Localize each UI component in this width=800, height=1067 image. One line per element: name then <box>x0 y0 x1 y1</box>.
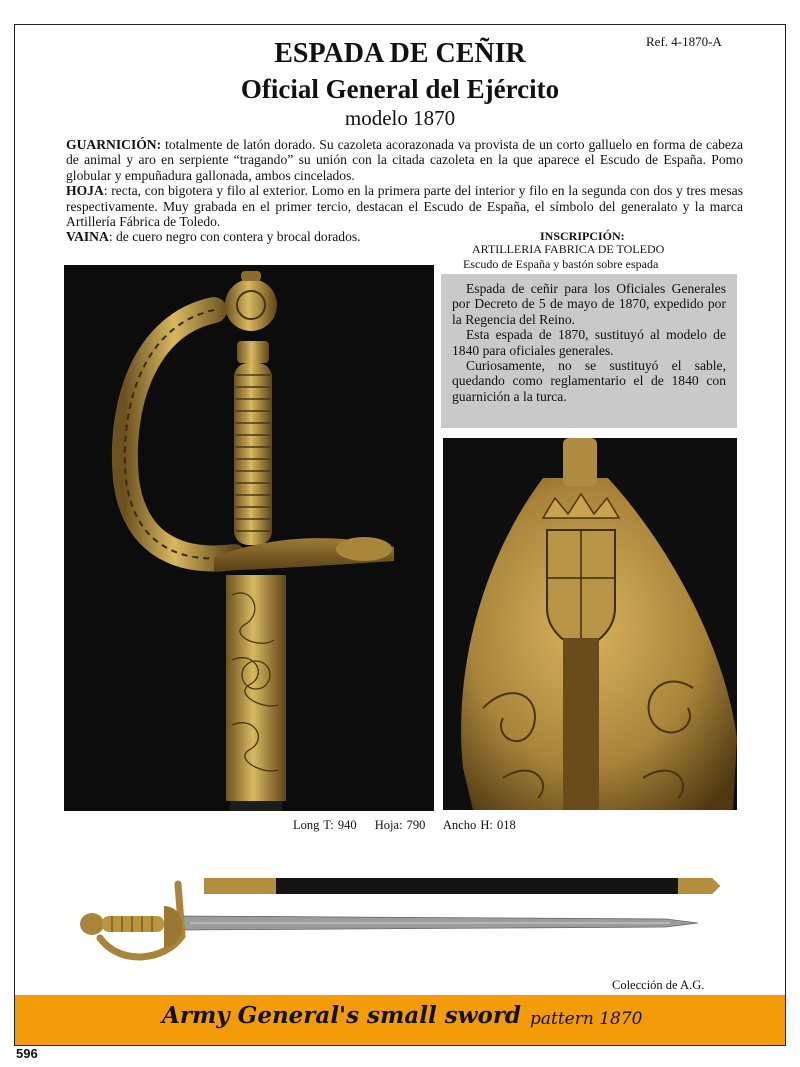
historical-note-box <box>441 274 737 428</box>
page-title: ESPADA DE CEÑIR <box>274 38 526 69</box>
hoja-paragraph <box>66 183 743 229</box>
total-length: Long T: 940 <box>293 818 357 832</box>
note-paragraph-3: Curiosamente, no se sustituyó el sable, quedando como reglamentario el de 1840 con guarnición a la turca. <box>452 358 726 404</box>
full-sword-photo <box>70 866 730 976</box>
blade-length: Hoja: 790 <box>374 818 426 832</box>
page-number: 596 <box>16 1046 38 1061</box>
hoja-text: : recta, con bigotera y filo al exterior. Lomo en la primera parte del interior y filo en la segunda con dos y tres mesas respectivamente. Muy grabada en el primer tercio, destacan el Escudo de España, el símbolo del generalato y la marca Artillería Fábrica de Toledo. <box>66 183 743 230</box>
guarnicion-label: GUARNICIÓN: <box>66 137 162 152</box>
model-year: modelo 1870 <box>344 106 456 130</box>
inscription-line-2: Escudo de España y bastón sobre espada <box>463 257 659 271</box>
hoja-label: HOJA <box>66 183 104 199</box>
hilt-photo <box>64 265 434 811</box>
guarnicion-text: totalmente de latón dorado. Su cazoleta acorazonada va provista de un corto galluelo en forma de cabeza de animal y aro en serpiente “tragando” su unión con la citada cazoleta en la que aparece el Escudo de España. Pomo globular y empuñadura gallonada, ambos cincelados. <box>66 137 743 183</box>
blade-width: Ancho H: 018 <box>442 818 516 832</box>
dimensions-row <box>293 818 530 833</box>
inscription-heading: INSCRIPCIÓN: <box>540 229 625 243</box>
collection-credit: Colección de A.G. <box>612 978 705 992</box>
page-subtitle: Oficial General del Ejército <box>240 74 560 104</box>
reference-code: Ref. 4-1870-A <box>646 34 722 49</box>
description-block <box>66 137 743 245</box>
banner-subtitle: pattern 1870 <box>530 1009 643 1029</box>
vaina-label: VAINA <box>66 229 109 245</box>
inscription-line-1: ARTILLERIA FABRICA DE TOLEDO <box>472 242 665 256</box>
banner-title: Army General's small sword <box>162 1002 522 1029</box>
guarnicion-paragraph <box>66 137 743 183</box>
vaina-text: : de cuero negro con contera y brocal dorados. <box>108 229 361 245</box>
note-paragraph-2: Esta espada de 1870, sustituyó al modelo de 1840 para oficiales generales. <box>452 327 726 358</box>
note-paragraph-1: Espada de ceñir para los Oficiales Generales por Decreto de 5 de mayo de 1870, expedido por la Regencia del Reino. <box>452 281 726 327</box>
guard-detail-photo <box>443 438 737 810</box>
